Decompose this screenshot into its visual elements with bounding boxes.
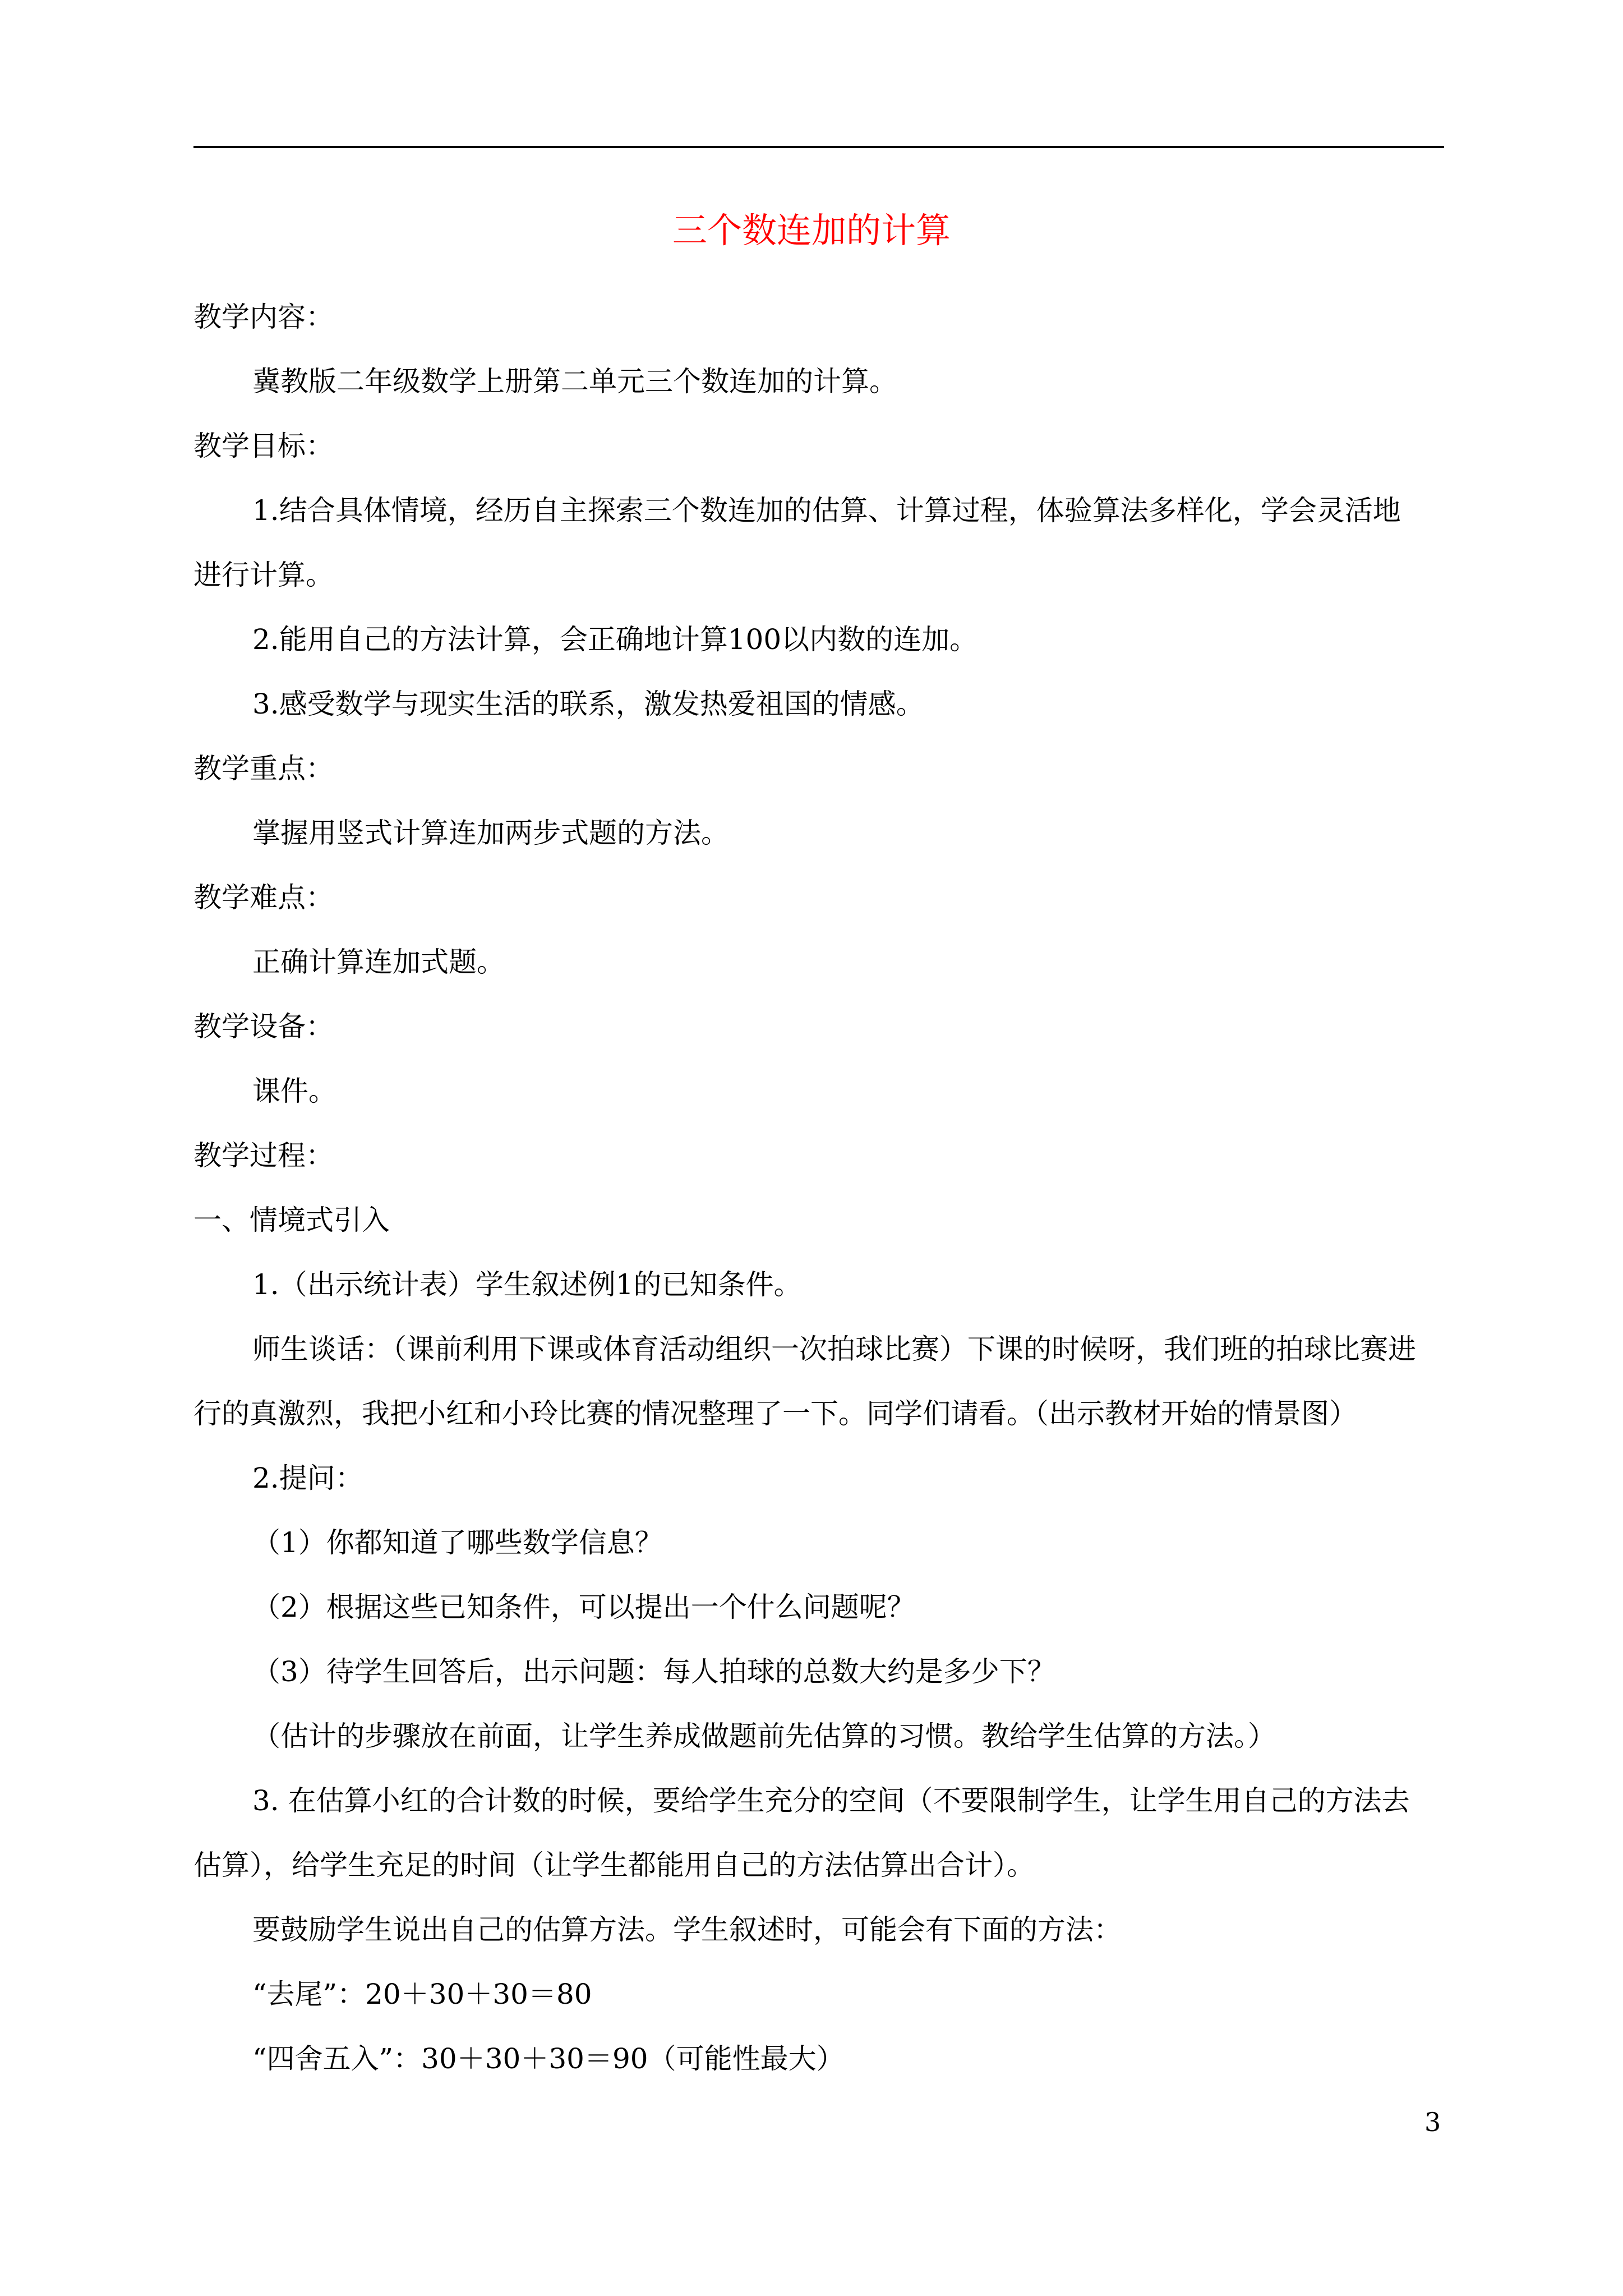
paragraph-line: 3.感受数学与现实生活的联系，激发热爱祖国的情感。 — [252, 688, 924, 720]
paragraph-line: 师生谈话：（课前利用下课或体育活动组织一次拍球比赛）下课的时候呀，我们班的拍球比赛进 — [252, 1333, 1416, 1365]
paragraph-line: （估计的步骤放在前面，让学生养成做题前先估算的习惯。教给学生估算的方法。） — [252, 1720, 1276, 1752]
section-heading-content: 教学内容： — [193, 301, 334, 333]
paragraph-line: 2.能用自己的方法计算，会正确地计算100以内数的连加。 — [252, 623, 978, 656]
paragraph-line: 课件。 — [252, 1075, 336, 1107]
section-heading-difficulties: 教学难点： — [193, 881, 334, 914]
list-item: （1）你都知道了哪些数学信息？ — [252, 1526, 663, 1559]
paragraph-line: 掌握用竖式计算连加两步式题的方法。 — [252, 817, 729, 849]
paragraph-line: 要鼓励学生说出自己的估算方法。学生叙述时，可能会有下面的方法： — [252, 1913, 1122, 1946]
paragraph-line: 冀教版二年级数学上册第二单元三个数连加的计算。 — [252, 365, 897, 398]
header-rule — [193, 146, 1444, 148]
list-item: （3）待学生回答后，出示问题：每人拍球的总数大约是多少下？ — [252, 1655, 1055, 1688]
section-heading-key-points: 教学重点： — [193, 752, 334, 785]
paragraph-line: 估算），给学生充足的时间（让学生都能用自己的方法估算出合计）。 — [193, 1849, 1035, 1881]
section-heading-objectives: 教学目标： — [193, 430, 334, 462]
document-title: 三个数连加的计算 — [672, 210, 951, 251]
paragraph-line: 1.（出示统计表）学生叙述例1的已知条件。 — [252, 1268, 802, 1301]
section-heading-equipment: 教学设备： — [193, 1010, 334, 1043]
paragraph-line: 进行计算。 — [193, 559, 334, 591]
paragraph-line: “四舍五入”：30＋30＋30＝90（可能性最大） — [252, 2042, 845, 2075]
list-item: （2）根据这些已知条件，可以提出一个什么问题呢？ — [252, 1591, 915, 1623]
subsection-heading: 一、情境式引入 — [193, 1204, 390, 1236]
paragraph-line: 行的真激烈，我把小红和小玲比赛的情况整理了一下。同学们请看。（出示教材开始的情景图） — [193, 1397, 1357, 1430]
paragraph-line: 正确计算连加式题。 — [252, 946, 505, 978]
paragraph-line: 2.提问： — [252, 1462, 363, 1494]
paragraph-line: 1.结合具体情境，经历自主探索三个数连加的估算、计算过程，体验算法多样化，学会灵活地 — [252, 494, 1401, 527]
paragraph-line: “去尾”：20＋30＋30＝80 — [252, 1978, 592, 2010]
paragraph-line: 3. 在估算小红的合计数的时候，要给学生充分的空间（不要限制学生，让学生用自己的方法去 — [252, 1784, 1410, 1817]
section-heading-process: 教学过程： — [193, 1139, 334, 1172]
page-number: 3 — [1424, 2107, 1441, 2137]
